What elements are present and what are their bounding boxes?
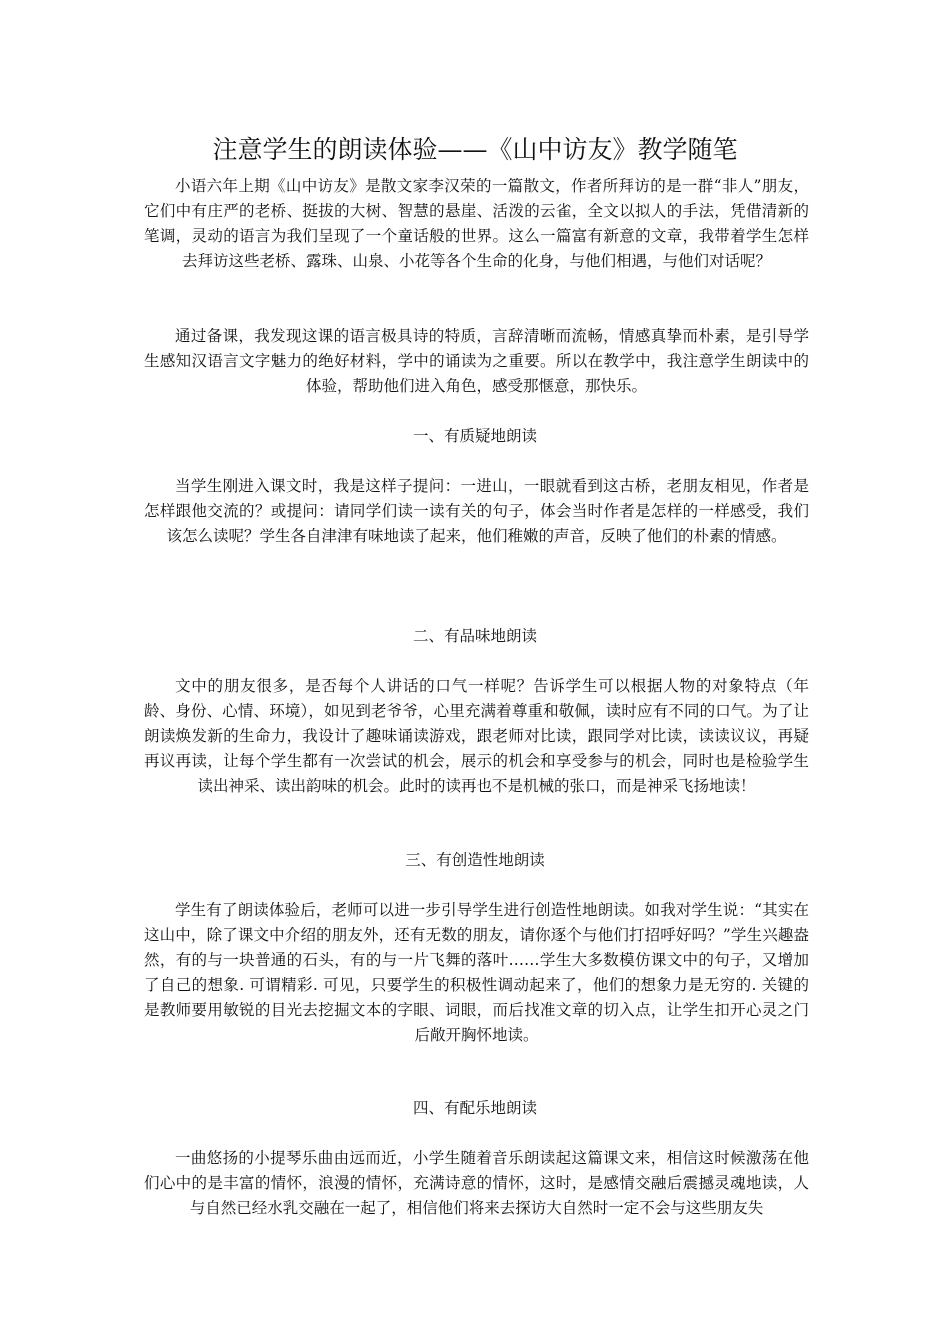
intro-paragraph-2: 通过备课，我发现这课的语言极具诗的特质，言辞清晰而流畅，情感真挚而朴素，是引导学生感知汉语言文字魅力的绝好材料，学中的诵读为之重要。所以在教学中，我注意学生朗读中的体验，帮助他们进入角色，感受那惬意，那快乐。	[144, 327, 809, 395]
intro-paragraph-1: 小语六年上期《山中访友》是散文家李汉荣的一篇散文，作者所拜访的是一群“非人”朋友，它们中有庄严的老桥、挺拔的大树、智慧的悬崖、活泼的云雀，全文以拟人的手法，凭借清新的笔调，灵动的语言为我们呈现了一个童话般的世界。这么一篇富有新意的文章，我带着学生怎样去拜访这些老桥、露珠、山泉、小花等各个生命的化身，与他们相遇，与他们对话呢？	[144, 177, 809, 270]
document-title: 注意学生的朗读体验——《山中访友》教学随笔	[212, 135, 738, 164]
section-text-3: 学生有了朗读体验后，老师可以进一步引导学生进行创造性地朗读。如我对学生说：“其实在这山中，除了课文中介绍的朋友外，还有无数的朋友，请你逐个与他们打招呼好吗？”学生兴趣盎然，有的与一块普通的石头，有的与一片飞舞的落叶……学生大多数模仿课文中的句子，又增加了自己的想象. 可谓精彩. 可见，只要学生的积极性调动起来了，他们的想象力是无穷的. 关键的是教师要用敏锐的目光去挖掘文本的字眼、词眼，而后找准文章的切入点，让学生扣开心灵之门后敞开胸怀地读。	[144, 901, 809, 1044]
section-text-4: 一曲悠扬的小提琴乐曲由远而近，小学生随着音乐朗读起这篇课文来，相信这时候激荡在他们心中的是丰富的情怀，浪漫的情怀，充满诗意的情怀，这时，是感情交融后震撼灵魂地读，人与自然已经水乳交融在一起了，相信他们将来去探访大自然时一定不会与这些朋友失	[144, 1149, 809, 1217]
section-heading-2: 二、有品味地朗读	[412, 627, 537, 645]
section-text-1: 当学生刚进入课文时，我是这样子提问：一进山，一眼就看到这古桥，老朋友相见，作者是怎样跟他交流的？或提问：请同学们读一读有关的句子，体会当时作者是怎样的一样感受，我们该怎么读呢？学生各自津津有味地读了起来，他们稚嫩的声音，反映了他们的朴素的情感。	[144, 477, 809, 545]
section-text-2: 文中的朋友很多，是否每个人讲话的口气一样呢？告诉学生可以根据人物的对象特点（年龄、身份、心情、环境），如见到老爷爷，心里充满着尊重和敬佩，读时应有不同的口气。为了让朗读焕发新的生命力，我设计了趣味诵读游戏，跟老师对比读，跟同学对比读，读读议议，再疑再议再读，让每个学生都有一次尝试的机会，展示的机会和享受参与的机会，同时也是检验学生读出神采、读出韵味的机会。此时的读再也不是机械的张口，而是神采飞扬地读！	[144, 677, 809, 795]
section-heading-4: 四、有配乐地朗读	[412, 1099, 537, 1117]
section-heading-3: 三、有创造性地朗读	[405, 851, 545, 869]
section-heading-1: 一、有质疑地朗读	[412, 427, 537, 445]
